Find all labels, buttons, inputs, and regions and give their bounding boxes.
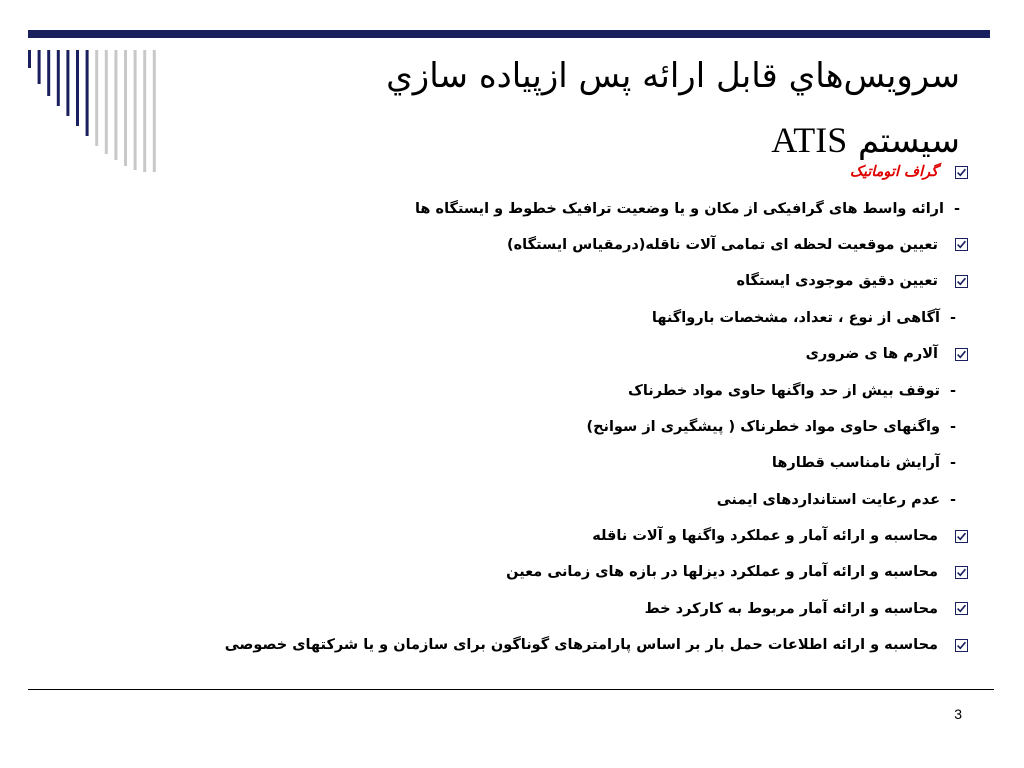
decorative-line	[134, 50, 137, 170]
top-rule-bar	[28, 30, 990, 38]
dash-bullet: -	[949, 491, 956, 508]
list-item-text: ارائه واسط های گرافیکی از مکان و یا وضعیت ترافیک خطوط و ایستگاه ها	[414, 200, 944, 217]
page-number: 3	[954, 706, 962, 722]
list-item	[164, 154, 984, 190]
decorative-line	[153, 50, 156, 172]
list-item-text: واگنهای حاوی مواد خطرناک ( پیشگیری از سوانح)	[586, 418, 940, 435]
list-item-text: محاسبه و ارائه اطلاعات حمل بار بر اساس پارامترهای گوناگون برای سازمان و یا شرکتهای خصوصی	[224, 637, 938, 654]
list-item	[164, 190, 984, 226]
dash-bullet: -	[953, 200, 960, 217]
list-item-text: آرایش نامناسب قطارها	[771, 455, 940, 472]
bullet-list	[164, 154, 984, 663]
decorative-line	[47, 50, 50, 96]
list-item	[164, 227, 984, 263]
list-item	[164, 445, 984, 481]
list-item-text: عدم رعایت استانداردهای ایمنی	[716, 491, 940, 508]
decorative-line	[28, 50, 31, 68]
checkbox-checked-icon	[938, 154, 984, 190]
decorative-line	[114, 50, 117, 160]
decorative-line	[66, 50, 69, 116]
checkbox-checked-icon	[938, 336, 984, 372]
checkbox-checked-icon	[938, 627, 984, 663]
list-item	[164, 300, 984, 336]
list-item-text: تعیین موقعیت لحظه ای تمامی آلات ناقله(درمقیاس ایستگاه)	[507, 236, 938, 253]
list-item-text: آگاهی از نوع ، تعداد، مشخصات باروا‌گنها	[651, 309, 940, 326]
checkbox-checked-icon	[938, 518, 984, 554]
list-item	[164, 591, 984, 627]
decorative-vertical-lines	[28, 50, 168, 172]
decorative-line	[86, 50, 89, 136]
decorative-line	[38, 50, 41, 84]
dash-bullet: -	[949, 309, 956, 326]
list-item-text: تعیین دقیق موجودی ایستگاه	[736, 273, 938, 290]
checkbox-checked-icon	[938, 554, 984, 590]
list-item-text: آلارم ها ی ضروری	[805, 346, 938, 363]
checkbox-checked-icon	[938, 263, 984, 299]
decorative-line	[124, 50, 127, 166]
dash-bullet: -	[949, 382, 956, 399]
list-item	[164, 336, 984, 372]
list-item-text: محاسبه و ارائه آمار مربوط به کارکرد خط	[644, 600, 938, 617]
list-item	[164, 627, 984, 663]
list-item	[164, 263, 984, 299]
list-item	[164, 518, 984, 554]
decorative-line	[95, 50, 98, 146]
list-item	[164, 554, 984, 590]
decorative-line	[143, 50, 146, 172]
decorative-line	[57, 50, 60, 106]
decorative-line	[76, 50, 79, 126]
list-item	[164, 372, 984, 408]
list-item-text: توقف بیش از حد واگنها حاوی مواد خطرناک	[628, 382, 940, 399]
decorative-line	[105, 50, 108, 154]
top-rule	[28, 30, 990, 38]
dash-bullet: -	[949, 418, 956, 435]
title-line-2-persian: سيستم	[858, 121, 960, 161]
list-item	[164, 482, 984, 518]
title-line-1: سرويس‌هاي قابل ارائه پس ازپياده سازي	[386, 56, 960, 96]
title-line-2-latin: ATIS	[771, 120, 848, 160]
checkbox-checked-icon	[938, 591, 984, 627]
bottom-rule	[28, 689, 994, 690]
list-item	[164, 409, 984, 445]
dash-bullet: -	[949, 455, 956, 472]
list-item-text: گراف اتوماتیک	[849, 164, 938, 181]
list-item-text: محاسبه و ارائه آمار و عملکرد دیزلها در بازه های زمانی معین	[506, 564, 938, 581]
list-item-text: محاسبه و ارائه آمار و عملکرد واگنها و آلات ناقله	[592, 528, 938, 545]
checkbox-checked-icon	[938, 227, 984, 263]
